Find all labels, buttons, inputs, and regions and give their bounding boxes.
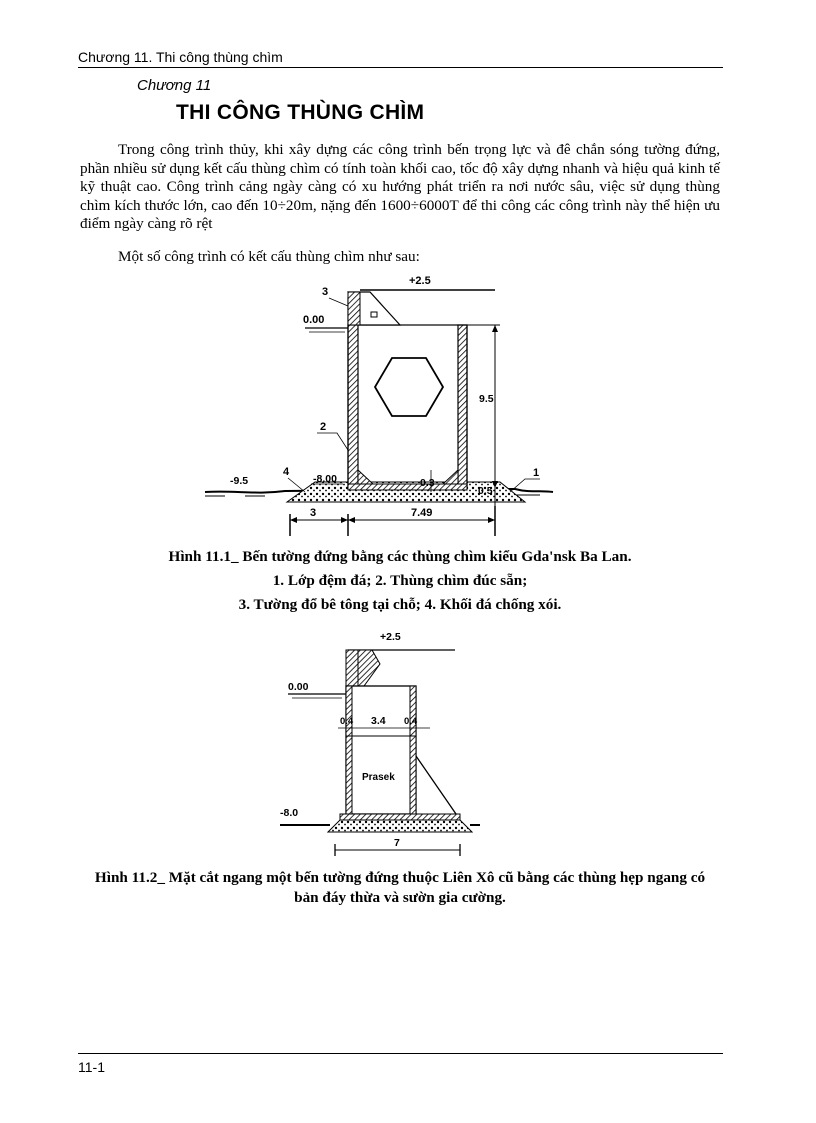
label2-width: 7 xyxy=(394,837,400,849)
figure-11-2-drawing xyxy=(280,628,480,860)
caisson-2-left-wall xyxy=(346,686,352,814)
caisson-2-body xyxy=(346,686,416,814)
label-base-thick: 0.5 xyxy=(478,485,493,497)
figure-11-1-caption: Hình 11.1_ Bến tường đứng bằng các thùng chìm kiểu Gda'nsk Ba Lan. xyxy=(168,548,632,565)
label-dim-width: 7.49 xyxy=(411,507,433,519)
leader-2 xyxy=(317,433,348,450)
label-base-elev: -8.00 xyxy=(313,473,337,485)
figure-11-1-legend-1: 1. Lớp đệm đá; 2. Thùng chìm đúc sẵn; xyxy=(272,572,528,589)
figure-11-1-drawing xyxy=(195,270,555,545)
caisson-back-wall xyxy=(458,325,467,488)
caisson-base-slab xyxy=(348,484,467,490)
running-header: Chương 11. Thi công thùng chìm xyxy=(78,49,283,65)
figure-11-1-legend-2: 3. Tường đổ bê tông tại chỗ; 4. Khối đá chống xói. xyxy=(238,596,562,613)
parapet-2 xyxy=(346,650,358,686)
counterfort xyxy=(416,756,456,814)
label-water-level: 0.00 xyxy=(303,314,325,326)
lead-sentence: Một số công trình có kết cấu thùng chìm như sau: xyxy=(118,248,420,265)
callout-2: 2 xyxy=(320,421,327,433)
label-top-elev: +2.5 xyxy=(409,275,431,287)
parapet xyxy=(348,292,360,325)
chapter-label: Chương 11 xyxy=(137,77,212,94)
figure-11-2-caption: Hình 11.2_ Mặt cắt ngang một bến tường đứng thuộc Liên Xô cũ bằng các thùng hẹp ngang có bản đáy thừa và sườn gia cường. xyxy=(94,869,706,906)
callout-4: 4 xyxy=(283,466,290,478)
label2-water-level: 0.00 xyxy=(288,681,309,693)
cast-wall-2 xyxy=(358,650,380,686)
label2-name: Prasek xyxy=(362,772,395,783)
callout-3: 3 xyxy=(322,286,329,298)
haunch-left xyxy=(358,470,373,484)
label2-top-elev: +2.5 xyxy=(380,631,401,643)
label2-inner-width: 3.4 xyxy=(371,715,386,727)
label2-wall-left: 0.4 xyxy=(340,716,354,727)
haunch-right xyxy=(443,470,458,484)
label-wall-thick: 0.3 xyxy=(420,477,435,489)
leader-3 xyxy=(329,298,348,306)
label2-wall-right: 0.4 xyxy=(404,716,418,727)
caisson-front-wall xyxy=(348,298,358,488)
label-left-elev: -9.5 xyxy=(230,475,249,487)
label2-base-elev: -8.0 xyxy=(280,807,299,819)
bedding-2 xyxy=(328,820,472,832)
hexagon-opening xyxy=(375,358,443,416)
label-dim-left: 3 xyxy=(310,507,317,519)
caisson-body xyxy=(348,325,467,488)
label-height: 9.5 xyxy=(479,393,494,405)
caisson-2-right-wall xyxy=(410,686,416,814)
page-number: 11-1 xyxy=(78,1059,105,1075)
intro-paragraph: Trong công trình thủy, khi xây dựng các công trình bến trọng lực và đê chắn sóng tường đứng, phần nhiều sử dụng kết cấu thùng chìm có tính toàn khối cao, tốc độ xây dựng nhanh và hiệu quả kinh tế kỹ thuật cao. Công trình cảng ngày càng có xu hướng phát triển ra nơi nước sâu, việc sử dụng thùng chìm kích thước lớn, cao đến 10÷20m, nặng đến 1600÷6000T để thi công các công trình này thể hiện ưu điểm ngày càng rõ rệt xyxy=(80,141,720,233)
header-rule xyxy=(78,67,723,68)
callout-1: 1 xyxy=(533,467,540,479)
chapter-title: THI CÔNG THÙNG CHÌM xyxy=(176,101,425,124)
caisson-2-base xyxy=(340,814,460,820)
footer-rule xyxy=(78,1053,723,1054)
